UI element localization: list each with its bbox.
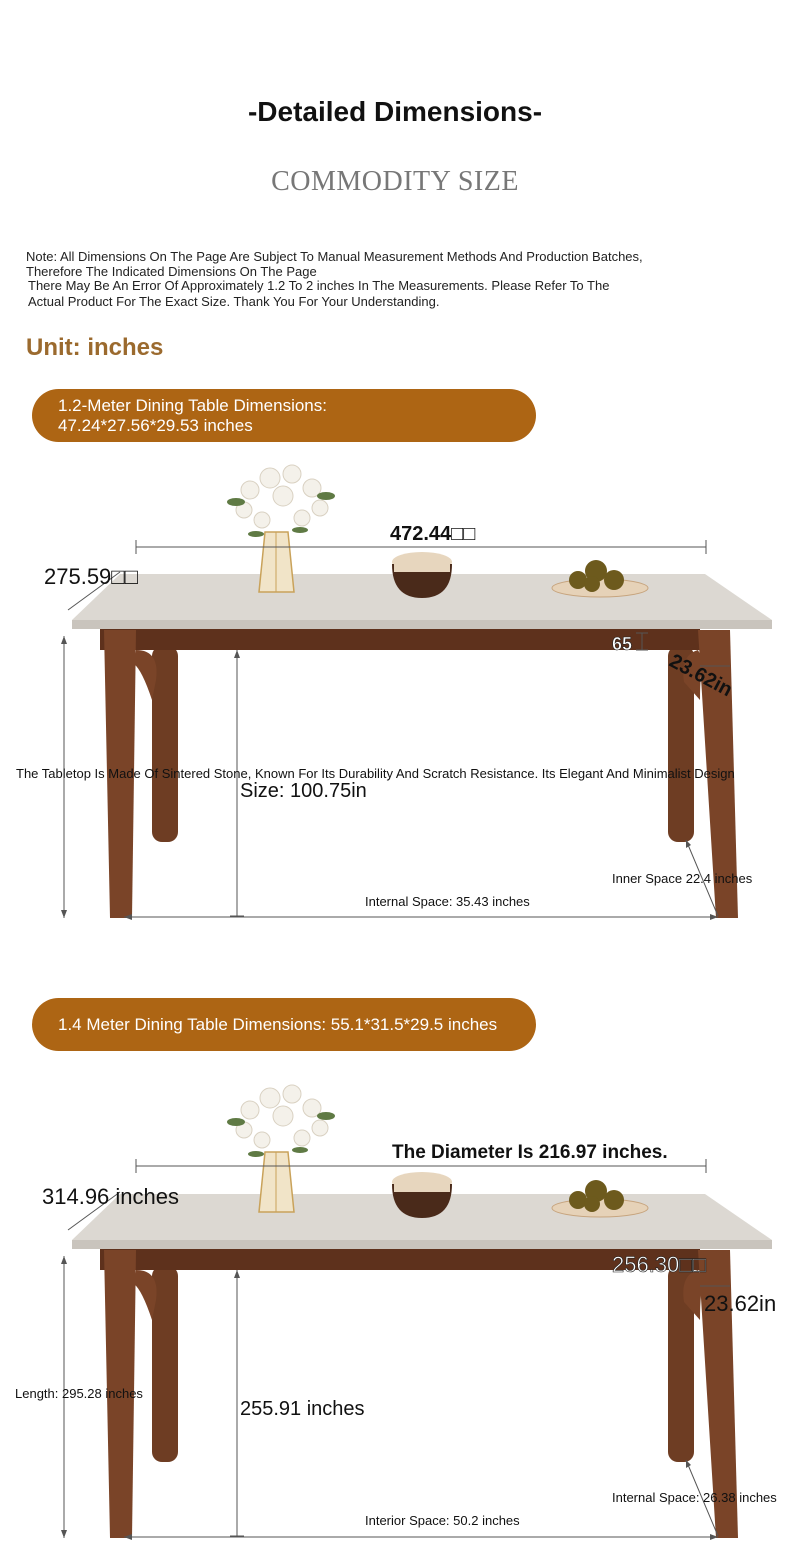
table2-leg-width-label: 23.62in (704, 1291, 777, 1316)
page-subtitle: COMMODITY SIZE (271, 166, 519, 197)
table2-fruit-plate (552, 1199, 648, 1217)
page-title: -Detailed Dimensions- (247, 96, 543, 127)
table1-tabletop-edge (72, 620, 772, 629)
table1-length-label: 472.44□□ (390, 523, 476, 545)
table1-apron-label: 65 (612, 634, 633, 654)
note-line-4: Actual Product For The Exact Size. Thank You For Your Understanding. (28, 294, 440, 309)
table1-size-label: Size: 100.75in (240, 780, 367, 802)
table1-heading-line2: 47.24*27.56*29.53 inches (58, 415, 253, 435)
table2-diagram (0, 1070, 790, 1560)
table2-fruit (569, 1180, 624, 1212)
table1-illustration (0, 450, 790, 930)
table1-fruit-plate (552, 579, 648, 597)
table2-apron (100, 1246, 700, 1270)
table2-depth-label: 314.96 inches (42, 1184, 179, 1209)
table1-internal-space-label: Internal Space: 35.43 inches (365, 894, 530, 909)
table2-length-label: Length: 295.28 inches (15, 1386, 143, 1401)
table2-flowers (236, 1085, 328, 1148)
table1-heading-line1: 1.2-Meter Dining Table Dimensions: (58, 395, 327, 415)
unit-label: Unit: inches (26, 334, 164, 361)
table2-tabletop-edge (72, 1240, 772, 1249)
table1-depth-label: 275.59□□ (44, 564, 138, 589)
note-line-1: Note: All Dimensions On The Page Are Subject To Manual Measurement Methods And Production Batches, (26, 249, 643, 264)
table2-interior-space-label: Interior Space: 50.2 inches (365, 1513, 520, 1528)
note-line-2: Therefore The Indicated Dimensions On The Page (26, 264, 317, 279)
table2-heading-pill (32, 998, 536, 1051)
table1-apron (100, 626, 700, 650)
table1-flowers (236, 465, 328, 528)
table2-diameter-label: The Diameter Is 216.97 inches. (392, 1142, 668, 1163)
table1-description: The Tabletop Is Made Of Sintered Stone, Known For Its Durability And Scratch Resistance. Its Elegant And Minimalist Design (16, 766, 735, 781)
table1-diagram (0, 450, 790, 920)
table1-fruit (569, 560, 624, 592)
table1-inner-space-label: Inner Space 22.4 inches (612, 871, 753, 886)
table2-internal-space-label: Internal Space: 26.38 inches (612, 1490, 777, 1505)
table2-height-label: 255.91 inches (240, 1398, 365, 1420)
table2-apron-label: 256.30□□ (612, 1252, 706, 1277)
table1-heading-pill (32, 389, 536, 442)
note-line-3: There May Be An Error Of Approximately 1.2 To 2 inches In The Measurements. Please Refer To The (28, 278, 610, 293)
table2-heading: 1.4 Meter Dining Table Dimensions: 55.1*31.5*29.5 inches (58, 1014, 498, 1034)
table1-leg-width-label: 23.62in (665, 650, 736, 702)
